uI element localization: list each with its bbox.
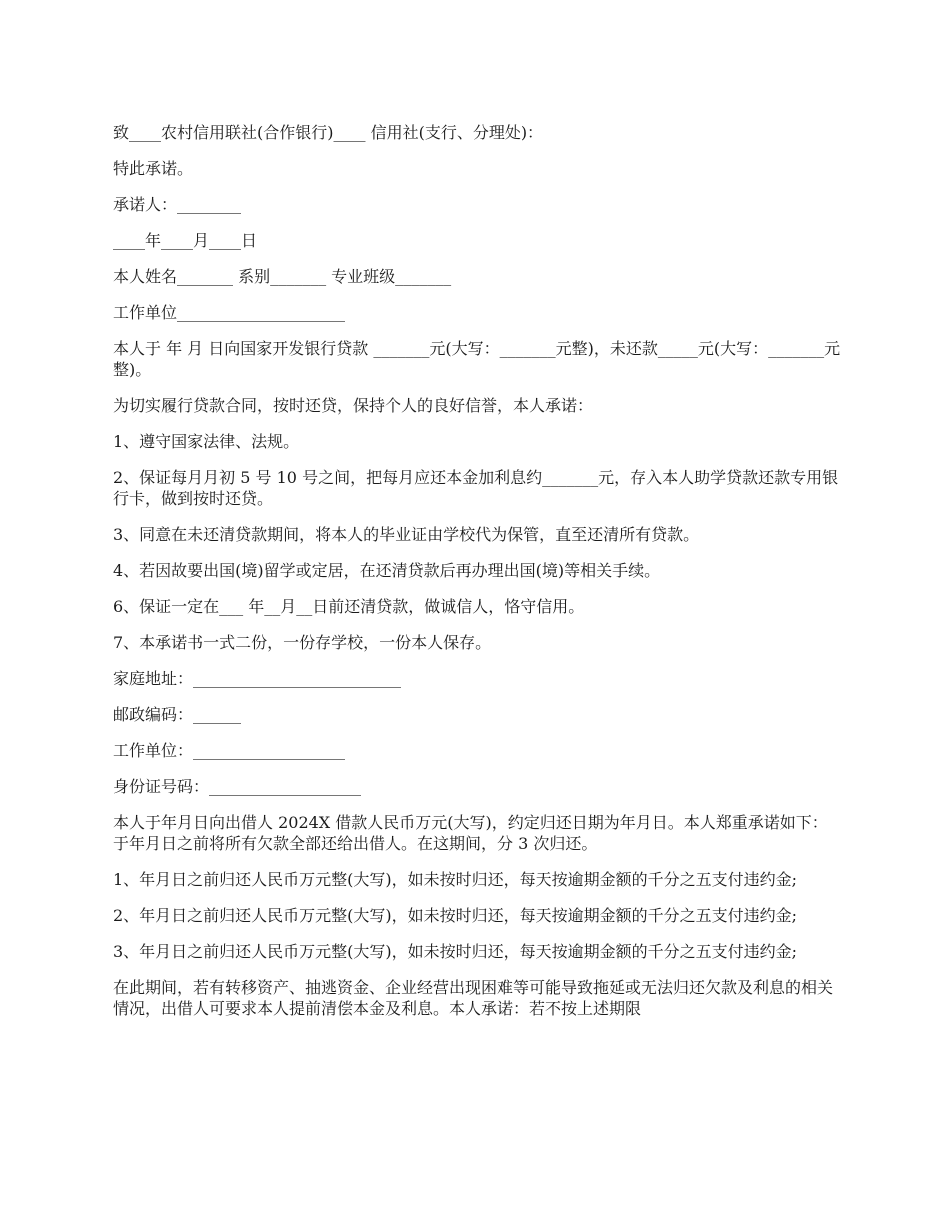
student-info-line: 本人姓名_______ 系别_______ 专业班级_______	[113, 267, 452, 286]
pledge-item-3: 3、同意在未还清贷款期间，将本人的毕业证由学校代为保管，直至还清所有贷款。	[113, 525, 700, 544]
repayment-item-1: 1、年月日之前归还人民币万元整(大写)，如未按时归还，每天按逾期金额的千分之五支付违约金;	[113, 870, 798, 889]
pledge-item-6: 6、保证一定在___ 年__月__日前还清贷款，做诚信人，恪守信用。	[113, 597, 585, 616]
loan-amount-paragraph: 本人于 年 月 日向国家开发银行贷款 _______元(大写：_______元整)，未还款_____元(大写：_______元整)。	[113, 339, 841, 379]
document-body	[113, 122, 843, 1034]
pledge-item-1: 1、遵守国家法律、法规。	[113, 432, 300, 451]
id-number-line: 身份证号码：___________________	[113, 777, 362, 796]
borrowing-paragraph: 本人于年月日向出借人 2024X 借款人民币万元(大写)，约定归还日期为年月日。本人郑重承诺如下：于年月日之前将所有欠款全部还给出借人。在这期间，分 3 次归还。	[113, 813, 828, 853]
repayment-item-2: 2、年月日之前归还人民币万元整(大写)，如未按时归还，每天按逾期金额的千分之五支付违约金;	[113, 906, 798, 925]
pledge-intro-paragraph: 为切实履行贷款合同，按时还贷，保持个人的良好信誉，本人承诺：	[113, 396, 594, 415]
closing-paragraph: 在此期间，若有转移资产、抽逃资金、企业经营出现困难等可能导致拖延或无法归还欠款及利息的相关情况，出借人可要求本人提前清偿本金及利息。本人承诺：若不按上述期限	[113, 978, 834, 1018]
pledge-item-7: 7、本承诺书一式二份，一份存学校，一份本人保存。	[113, 633, 492, 652]
postal-code-line: 邮政编码：______	[113, 705, 242, 724]
employer-line: 工作单位：___________________	[113, 741, 346, 760]
pledge-statement: 特此承诺。	[113, 159, 194, 178]
pledge-item-4: 4、若因故要出国(境)留学或定居，在还清贷款后再办理出国(境)等相关手续。	[113, 561, 661, 580]
salutation-line: 致____农村信用联社(合作银行)____ 信用社(支行、分理处)：	[113, 123, 544, 142]
pledger-signature-line: 承诺人：________	[113, 195, 242, 214]
home-address-line: 家庭地址：__________________________	[113, 669, 402, 688]
work-unit-line: 工作单位_____________________	[113, 303, 346, 322]
repayment-item-3: 3、年月日之前归还人民币万元整(大写)，如未按时归还，每天按逾期金额的千分之五支付违约金;	[113, 942, 798, 961]
pledge-item-2: 2、保证每月月初 5 号 10 号之间，把每月应还本金加利息约_______元，存入本人助学贷款还款专用银行卡，做到按时还贷。	[113, 468, 839, 508]
date-line: ____年____月____日	[113, 231, 258, 250]
